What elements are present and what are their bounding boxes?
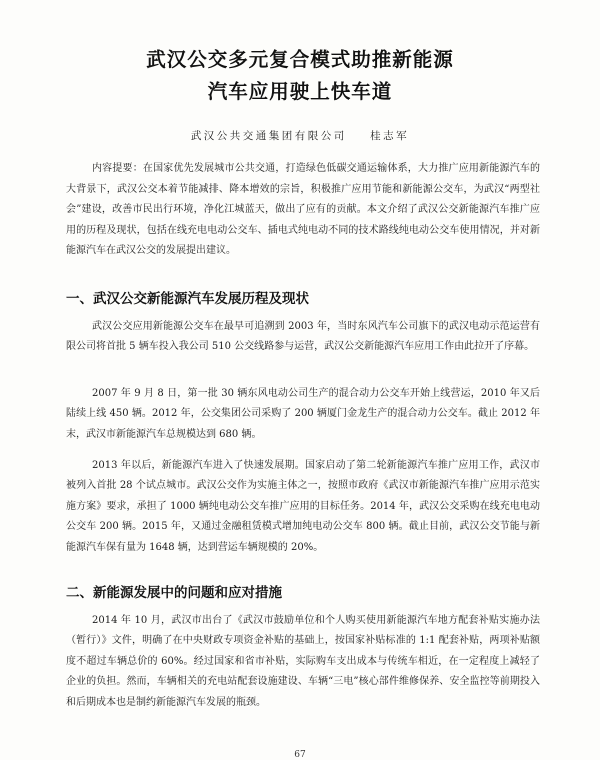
author-line [0, 128, 600, 143]
section-1-heading: 一、武汉公交新能源汽车发展历程及现状 [66, 291, 309, 307]
article-title [0, 44, 600, 108]
section-1-paragraph-2: 2007 年 9 月 8 日，第一批 30 辆东风电动公司生产的混合动力公交车开始上线营运，2010 年又后陆续上线 450 辆。2012 年，公交集团公司采购了 200 辆厦门金龙生产的混合动力公交车。截止 2012 年末，武汉市新能源汽车总规模达到 680 辆。 [66, 388, 540, 440]
page-number: 67 [294, 750, 306, 760]
section-1-paragraph-1: 武汉公交应用新能源公交车在最早可追溯到 2003 年，当时东风汽车公司旗下的武汉电动示范运营有限公司将首批 5 辆车投入我公司 510 公交线路参与运营，武汉公交新能源汽车应用工作由此拉开了序幕。 [66, 321, 540, 353]
abstract-paragraph: 内容提要：在国家优先发展城市公共交通，打造绿色低碳交通运输体系，大力推广应用新能源汽车的大背景下，武汉公交本着节能减排、降本增效的宗旨，积极推广应用节能和新能源公交车，为武汉“两型社会”建设，改善市民出行环境，净化江城蓝天，做出了应有的贡献。本文介绍了武汉公交新能源汽车推广应用的历程及现状，包括在线充电电动公交车、插电式纯电动不同的技术路线纯电动公交车使用情况，并对新能源汽车在武汉公交的发展提出建议。 [66, 163, 540, 257]
author-organization: 武汉公共交通集团有限公司 [190, 130, 347, 142]
section-1-paragraph-3: 2013 年以后，新能源汽车进入了快速发展期。国家启动了第二轮新能源汽车推广应用工作，武汉市被列入首批 28 个试点城市。武汉公交作为实施主体之一，按照市政府《武汉市新能源汽车推广应用示范实施方案》要求，承担了 1000 辆纯电动公交车推广应用的目标任务。2014 年，武汉公交采购在线充电电动公交车 200 辆。2015 年，又通过金融租赁模式增加纯电动公交车 800 辆。截止目前，武汉公交节能与新能源汽车保有量为 1648 辆，达到营运车辆规模的 20%。 [66, 460, 540, 553]
author-name: 桂志军 [370, 130, 410, 142]
article-title-line-1: 武汉公交多元复合模式助推新能源 [146, 48, 454, 71]
section-2-paragraph-1: 2014 年 10 月，武汉市出台了《武汉市鼓励单位和个人购买使用新能源汽车地方配套补贴实施办法（暂行）》文件，明确了在中央财政专项资金补贴的基础上，按国家补贴标准的 1:1 配套补贴，两项补贴额度不超过车辆总价的 60%。经过国家和省市补贴，实际购车支出成本与传统车相近，在一定程度上减轻了企业的负担。然而，车辆相关的充电站配套设施建设、车辆“三电”核心部件维修保养、安全监控等前期投入和后期成本也是制约新能源汽车发展的瓶颈。 [66, 615, 540, 708]
section-2-heading: 二、新能源发展中的问题和应对措施 [66, 585, 282, 601]
article-title-line-2: 汽车应用驶上快车道 [207, 80, 393, 103]
